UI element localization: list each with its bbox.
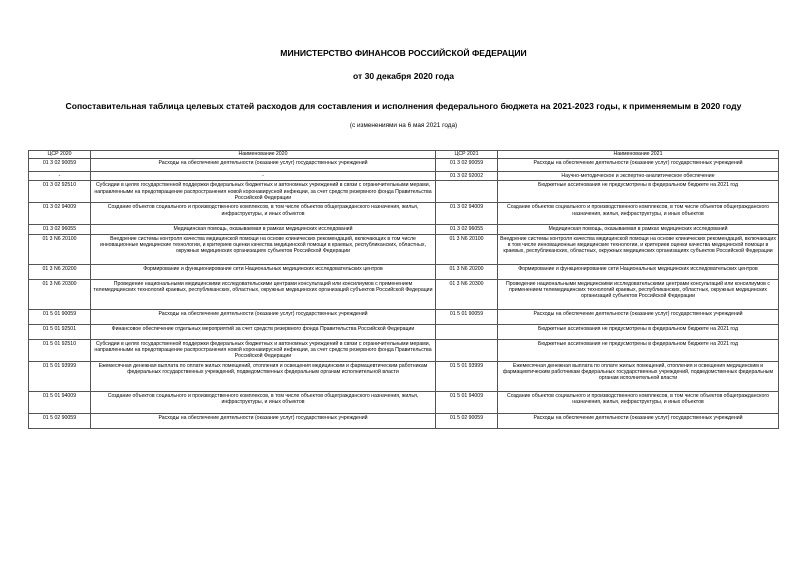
cell-code-2021: 01 5 01 90059 (436, 309, 498, 324)
cell-name-2020: Расходы на обеспечение деятельности (оказание услуг) государственных учреждений (91, 413, 436, 428)
cell-code-2021: 01 3 N6 20200 (436, 264, 498, 279)
cell-code-2021 (436, 339, 498, 361)
cell-name-2020: Расходы на обеспечение деятельности (оказание услуг) государственных учреждений (91, 159, 436, 172)
cell-code-2020: 01 5 01 93999 (29, 361, 91, 391)
table-header-row (29, 151, 779, 159)
cell-name-2020: Внедрение системы контроля качества медицинской помощи на основе клинических рекомендаций, включающих в том числе инновационные медицинские технологии, и критериев оценки качества медицинской помощи в краевых, республиканских, областных, окружных медицинских организациях субъектов Российской Федерации (91, 234, 436, 264)
cell-name-2020: Расходы на обеспечение деятельности (оказание услуг) государственных учреждений (91, 309, 436, 324)
cell-code-2020: - (29, 172, 91, 181)
cell-code-2020: 01 3 02 94009 (29, 203, 91, 225)
cell-code-2021 (436, 324, 498, 339)
ministry-heading: МИНИСТЕРСТВО ФИНАНСОВ РОССИЙСКОЙ ФЕДЕРАЦИИ (280, 48, 527, 58)
cell-code-2021: 01 5 02 90059 (436, 413, 498, 428)
cell-code-2021: 01 3 N6 20100 (436, 234, 498, 264)
cell-code-2020: 01 3 02 90059 (29, 159, 91, 172)
cell-name-2021: Научно-методическое и экспертно-аналитическое обеспечение (498, 172, 779, 181)
document-title: Сопоставительная таблица целевых статей расходов для составления и исполнения федерального бюджета на 2021-2023 годы, к применяемым в 2020 году (65, 101, 742, 111)
cell-name-2021: Ежемесячная денежная выплата по оплате жилых помещений, отопления и освещения медицинским и фармацевтическим работникам федеральных государственных учреждений, подведомственных федеральным органам исполнительной власти (498, 361, 779, 391)
cell-name-2020: Создание объектов социального и производственного комплексов, в том числе объектов общегражданского назначения, жилья, инфраструктуры, и иных объектов (91, 391, 436, 413)
cell-code-2020: 01 5 01 92501 (29, 324, 91, 339)
cell-name-2020: Медицинская помощь, оказываемая в рамках медицинских исследований (91, 225, 436, 234)
cell-name-2021: Внедрение системы контроля качества медицинской помощи на основе клинических рекомендаций, включающих в том числе инновационные медицинские технологии, и критериев оценки качества медицинской помощи в краевых, республиканских, областных, окружных медицинских организациях субъектов Российской Федерации (498, 234, 779, 264)
cell-code-2020: 01 3 N6 20100 (29, 234, 91, 264)
cell-code-2021: 01 3 02 96055 (436, 225, 498, 234)
comparison-table (28, 150, 779, 429)
table-row (29, 264, 779, 279)
cell-name-2021: Проведение национальными медицинскими исследовательскими центрами консультаций или консилиумов с применением телемедицинских технологий краевых, республиканских, областных, окружных медицинских организаций субъектов Российской Федерации (498, 279, 779, 309)
table-row (29, 225, 779, 234)
table-row (29, 361, 779, 391)
cell-name-2020: Формирование и функционирование сети Национальных медицинских исследовательских центров (91, 264, 436, 279)
column-header-code-2021: ЦСР 2021 (436, 151, 498, 159)
document-date: от 30 декабря 2020 года (352, 71, 455, 81)
cell-name-2020: Создание объектов социального и производственного комплексов, в том числе объектов общегражданского назначения, жилья, инфраструктуры, и иных объектов (91, 203, 436, 225)
cell-name-2021: Формирование и функционирование сети Национальных медицинских исследовательских центров (498, 264, 779, 279)
table-row (29, 172, 779, 181)
table-row (29, 309, 779, 324)
amendment-note: (с изменениями на 6 мая 2021 года) (349, 122, 458, 129)
cell-code-2020: 01 5 01 92510 (29, 339, 91, 361)
cell-name-2020: Субсидии в целях государственной поддержки федеральных бюджетных и автономных учреждений в связи с ограничительными мерами, направленными на предотвращение распространения новой коронавирусной инфекции, за счет средств резервного фонда Правительства Российской Федерации (91, 181, 436, 203)
table-row (29, 391, 779, 413)
cell-code-2020: 01 5 01 90059 (29, 309, 91, 324)
cell-name-2021: Создание объектов социального и производственного комплексов, в том числе объектов общегражданского назначения, жилья, инфраструктуры, и иных объектов (498, 391, 779, 413)
cell-name-2021: Медицинская помощь, оказываемая в рамках медицинских исследований (498, 225, 779, 234)
table-row (29, 339, 779, 361)
column-header-name-2021: Наименование 2021 (498, 151, 779, 159)
table-row (29, 159, 779, 172)
cell-code-2021: 01 5 01 94009 (436, 391, 498, 413)
cell-code-2020: 01 3 02 92510 (29, 181, 91, 203)
cell-code-2020: 01 3 N6 20300 (29, 279, 91, 309)
cell-code-2021: 01 3 02 90059 (436, 159, 498, 172)
cell-code-2021 (436, 181, 498, 203)
cell-name-2021: Бюджетные ассигнования не предусмотрены в федеральном бюджете на 2021 год (498, 181, 779, 203)
table-body (29, 159, 779, 429)
cell-code-2021: 01 3 02 92002 (436, 172, 498, 181)
table-row (29, 279, 779, 309)
column-header-name-2020: Наименование 2020 (91, 151, 436, 159)
cell-name-2021: Расходы на обеспечение деятельности (оказание услуг) государственных учреждений (498, 159, 779, 172)
cell-code-2020: 01 5 02 90059 (29, 413, 91, 428)
cell-name-2021: Создание объектов социального и производственного комплексов, в том числе объектов общегражданского назначения, жилья, инфраструктуры, и иных объектов (498, 203, 779, 225)
cell-code-2021: 01 3 02 94009 (436, 203, 498, 225)
cell-code-2020: 01 3 02 96055 (29, 225, 91, 234)
cell-name-2021: Бюджетные ассигнования не предусмотрены в федеральном бюджете на 2021 год (498, 324, 779, 339)
table-row (29, 324, 779, 339)
table-row (29, 234, 779, 264)
cell-name-2021: Расходы на обеспечение деятельности (оказание услуг) государственных учреждений (498, 309, 779, 324)
cell-name-2020: Проведение национальными медицинскими исследовательскими центрами консультаций или консилиумов с применением телемедицинских технологий краевых, республиканских, областных, окружных медицинских организаций субъектов Российской Федерации (91, 279, 436, 309)
cell-code-2021: 01 3 N6 20300 (436, 279, 498, 309)
cell-code-2021: 01 5 01 93999 (436, 361, 498, 391)
cell-code-2020: 01 3 N6 20200 (29, 264, 91, 279)
table-row (29, 181, 779, 203)
cell-name-2020: Финансовое обеспечение отдельных мероприятий за счет средств резервного фонда Правительства Российской Федерации (91, 324, 436, 339)
cell-name-2021: Расходы на обеспечение деятельности (оказание услуг) государственных учреждений (498, 413, 779, 428)
column-header-code-2020: ЦСР 2020 (29, 151, 91, 159)
cell-code-2020: 01 5 01 94009 (29, 391, 91, 413)
cell-name-2020: Ежемесячная денежная выплата по оплате жилых помещений, отопления и освещения медицинским и фармацевтическим работникам федеральных государственных учреждений, подведомственных федеральным органам исполнительной власти (91, 361, 436, 391)
table-row (29, 203, 779, 225)
cell-name-2020: - (91, 172, 436, 181)
cell-name-2020: Субсидии в целях государственной поддержки федеральных бюджетных и автономных учреждений в связи с ограничительными мерами, направленными на предотвращение распространения новой коронавирусной инфекции, за счет средств резервного фонда Правительства Российской Федерации (91, 339, 436, 361)
cell-name-2021: Бюджетные ассигнования не предусмотрены в федеральном бюджете на 2021 год (498, 339, 779, 361)
table-row (29, 413, 779, 428)
